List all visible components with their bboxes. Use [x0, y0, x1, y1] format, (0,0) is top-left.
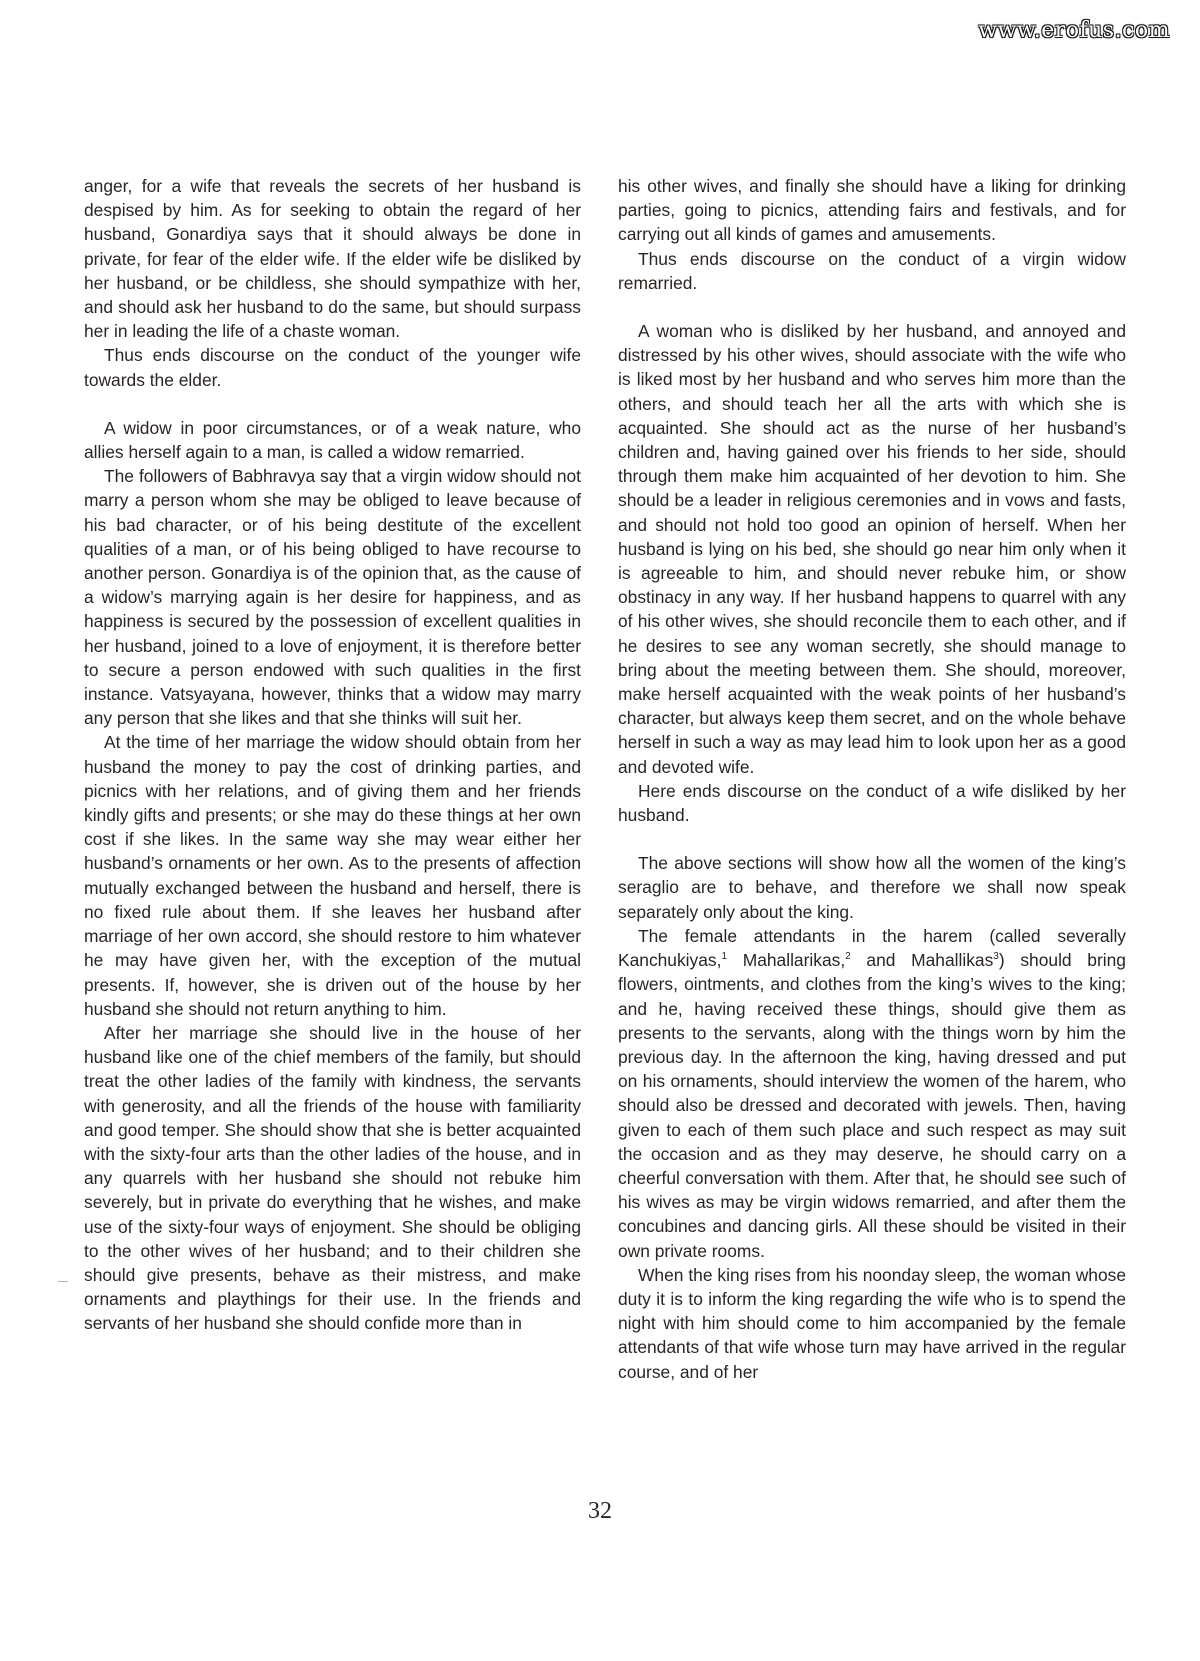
footnote-marker: 2: [845, 951, 851, 963]
left-column: [84, 174, 581, 1336]
paragraph: When the king rises from his noonday sleep, the woman whose duty it is to inform the king regarding the wife who is to spend the night with him should come to him accompanied by the female attendants of that wife whose turn may have arrived in the regular course, and of her: [618, 1264, 1126, 1382]
text-segment: and Mahallikas: [850, 950, 994, 971]
text-segment: The female attendants in the harem (called severally Kanchukiyas,: [618, 925, 1126, 971]
footnote-marker: 1: [721, 951, 727, 963]
text-segment: Mahallarikas,: [727, 950, 846, 971]
text-segment: ) should bring flowers, ointments, and clothes from the king’s wives to the king; and he, having received these things, should give them as presents to the servants, along with the things worn by him the previous day. In the afternoon the king, having dressed and put on his ornaments, should interview the women of the harem, who should also be dressed and decorated with jewels. Then, having given to each of them such place and such respect as may suit the occasion and as they may deserve, he should carry on a cheerful conversation with them. After that, he should see such of his wives as may be virgin widows remarried, and after them the concubines and dancing girls. All these should be visited in their own private rooms.: [618, 950, 1126, 1261]
paragraph: The followers of Babhravya say that a virgin widow should not marry a person whom she may be obliged to leave because of his bad character, or of his being destitute of the excellent qualities of a man, or of his being obliged to have recourse to another person. Gonardiya is of the opinion that, as the cause of a widow’s marrying again is her desire for happiness, and as happiness is secured by the possession of excellent qualities in her husband, joined to a love of enjoyment, it is therefore better to secure a person endowed with such qualities in the first instance. Vatsyayana, however, thinks that a widow may marry any person that she likes and that she thinks will suit her.: [84, 466, 581, 729]
paragraph: At the time of her marriage the widow should obtain from her husband the money to pay the cost of drinking parties, and picnics with her relations, and of giving them and her friends kindly gifts and presents; or she may do these things at her own cost if she likes. In the same way she may wear either her husband’s ornaments or her own. As to the presents of affection mutually exchanged between the husband and herself, there is no fixed rule about them. If she leaves her husband after marriage of her own accord, she should restore to him whatever he may have given her, with the exception of the mutual presents. If, however, she is driven out of the house by her husband she should not return anything to him.: [84, 732, 581, 1019]
paragraph: Thus ends discourse on the conduct of a virgin widow remarried.: [618, 248, 1126, 293]
paragraph: After her marriage she should live in the house of her husband like one of the chief members of the family, but should treat the other ladies of the family with kindness, the servants with generosity, and all the friends of the house with familiarity and good temper. She should show that she is better acquainted with the sixty-four arts than the other ladies of the house, and in any quarrels with her husband she should not rebuke him severely, but in private do everything that he wishes, and make use of the sixty-four ways of enjoyment. She should be obliging to the other wives of her husband; and to their children she should give presents, behave as their mistress, and make ornaments and playthings for their use. In the friends and servants of her husband she should confide more than in: [84, 1022, 581, 1334]
paragraph: The above sections will show how all the women of the king’s seraglio are to behave, and therefore we shall now speak separately only about the king.: [618, 853, 1126, 922]
paragraph: anger, for a wife that reveals the secrets of her husband is despised by him. As for seeking to obtain the regard of her husband, Gonardiya says that it should always be done in private, for fear of the elder wife. If the elder wife be disliked by her husband, or be childless, she should sympathize with her, and should ask her husband to do the same, but should surpass her in leading the life of a chaste woman.: [84, 176, 581, 342]
paragraph-with-footnotes: [618, 924, 1126, 1263]
footnote-marker: 3: [993, 951, 999, 963]
page-number: 32: [588, 1498, 612, 1524]
right-column: [618, 174, 1126, 1384]
paragraph: A woman who is disliked by her husband, and annoyed and distressed by his other wives, should associate with the wife who is liked most by her husband and who serves him more than the others, and should teach her all the arts with which she is acquainted. She should act as the nurse of her husband’s children and, having gained over his friends to her side, should through them make him acquainted of her devotion to him. She should be a leader in religious ceremonies and in vows and fasts, and should not hold too good an opinion of herself. When her husband is lying on his bed, she should go near him only when it is agreeable to him, and should never rebuke him, or show obstinacy in any way. If her husband happens to quarrel with any of his other wives, she should reconcile them to each other, and if he desires to see any woman secretly, she should manage to bring about the meeting between them. She should, moreover, make herself acquainted with the weak points of her husband’s character, but always keep them secret, and on the whole behave herself in such a way as may lead him to look upon her as a good and devoted wife.: [618, 321, 1126, 777]
margin-mark: [58, 1281, 68, 1282]
paragraph: Here ends discourse on the conduct of a wife disliked by her husband.: [618, 780, 1126, 826]
paragraph: Thus ends discourse on the conduct of the younger wife towards the elder.: [84, 345, 581, 390]
paragraph: A widow in poor circumstances, or of a weak nature, who allies herself again to a man, is called a widow remarried.: [84, 417, 581, 463]
paragraph: his other wives, and finally she should have a liking for drinking parties, going to picnics, attending fairs and festivals, and for carrying out all kinds of games and amusements.: [618, 176, 1126, 245]
watermark: www.erofus.com: [978, 18, 1170, 43]
